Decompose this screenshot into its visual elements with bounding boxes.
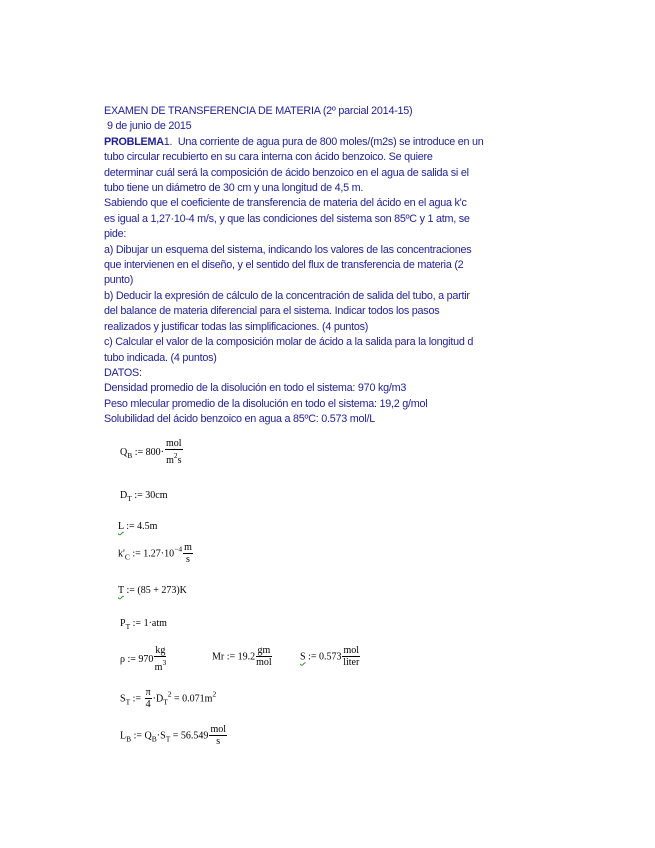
part-c-line: c) Calcular el valor de la composición molar de ácido a la salida para la longitud d (104, 336, 474, 349)
datos-line: Peso mlecular promedio de la disolución en todo el sistema: 19,2 g/mol (104, 397, 428, 410)
statement-line: Sabiendo que el coeficiente de transferencia de materia del ácido en el agua k'c (104, 197, 467, 210)
part-c-line: tubo indicada. (4 puntos) (104, 351, 217, 364)
datos-label: DATOS: (104, 366, 142, 379)
statement-line: tubo tiene un diámetro de 30 cm y una longitud de 4,5 m. (104, 182, 364, 195)
statement-line: pide: (104, 228, 127, 241)
equation-pt: $P_T$ := 1·atm (120, 618, 167, 631)
part-a-line: que intervienen en el diseño, y el sentido del flux de transferencia de materia (2 (104, 259, 464, 272)
fraction: $\frac{\text{mol}}{s}$ (210, 724, 226, 747)
equation-lb: $L_B$ := $Q_B\cdot S_T = 56.549$ $\frac{\text{mol}}{s}$ (120, 724, 226, 747)
fraction: $\frac{\text{mol}}{\text{liter}}$ (343, 645, 360, 668)
statement-line: tubo circular recubierto en su cara interna con ácido benzoico. Se quiere (104, 151, 433, 164)
statement-line: determinar cuál será la composición de ácido benzoico en el agua de salida si el (104, 166, 469, 179)
part-b-line: realizados y justificar todas las simplificaciones. (4 puntos) (104, 320, 369, 333)
fraction: $\frac{m}{s}$ (184, 542, 192, 565)
part-a-line: a) Dibujar un esquema del sistema, indicando los valores de las concentraciones (104, 243, 472, 256)
equation-mr: Mr := 19.2 $\frac{gm}{\text{mol}}$ (212, 645, 272, 668)
datos-line: Densidad promedio de la disolución en todo el sistema: 970 kg/m3 (104, 382, 407, 395)
equation-kc: $k'_C$ := $1.27\cdot 10^{-4}$ $\frac{m}{s}$ (118, 542, 192, 565)
datos-line: Solubilidad del ácido benzoico en agua a 85ºC: 0.573 mol/L (104, 413, 375, 426)
statement-line: Una corriente de agua pura de 800 moles/(m2s) se introduce en un (177, 135, 484, 148)
fraction: $\frac{\text{mol}}{m^2s}$ (166, 438, 182, 466)
part-b-line: b) Deducir la expresión de cálculo de la concentración de salida del tubo, a partir (104, 289, 470, 302)
equation-st: $S_T$ := $\frac{\pi}{4}$ $\cdot D_T^2 = 0.071m^2$ (120, 687, 217, 710)
part-a-line: punto) (104, 274, 134, 287)
part-b-line: del balance de materia diferencial para el sistema. Indicar todos los pasos (104, 305, 440, 318)
fraction: $\frac{\pi}{4}$ (145, 687, 151, 710)
equation-l: L := 4.5m (118, 521, 158, 532)
exam-date: 9 de junio de 2015 (107, 120, 192, 133)
fraction: $\frac{gm}{\text{mol}}$ (256, 645, 272, 668)
equation-t: T := (85 + 273)K (118, 585, 187, 596)
fraction: $\frac{kg}{m^3}$ (154, 645, 167, 673)
problem-number: 1. (163, 135, 173, 148)
problem-label: PROBLEMA (104, 135, 164, 148)
equation-dt: $D_T$ := 30cm (120, 490, 168, 503)
equation-rho: ρ := 970 $\frac{kg}{m^3}$ (120, 645, 167, 673)
exam-title: EXAMEN DE TRANSFERENCIA DE MATERIA (2º parcial 2014-15) (104, 105, 413, 117)
equation-qb: $Q_B$ := 800· $\frac{\text{mol}}{m^2s}$ (120, 438, 182, 466)
equation-s: S := 0.573 $\frac{\text{mol}}{\text{liter}}$ (300, 645, 360, 668)
statement-line: es igual a 1,27·10-4 m/s, y que las condiciones del sistema son 85ºC y 1 atm, se (104, 212, 470, 225)
